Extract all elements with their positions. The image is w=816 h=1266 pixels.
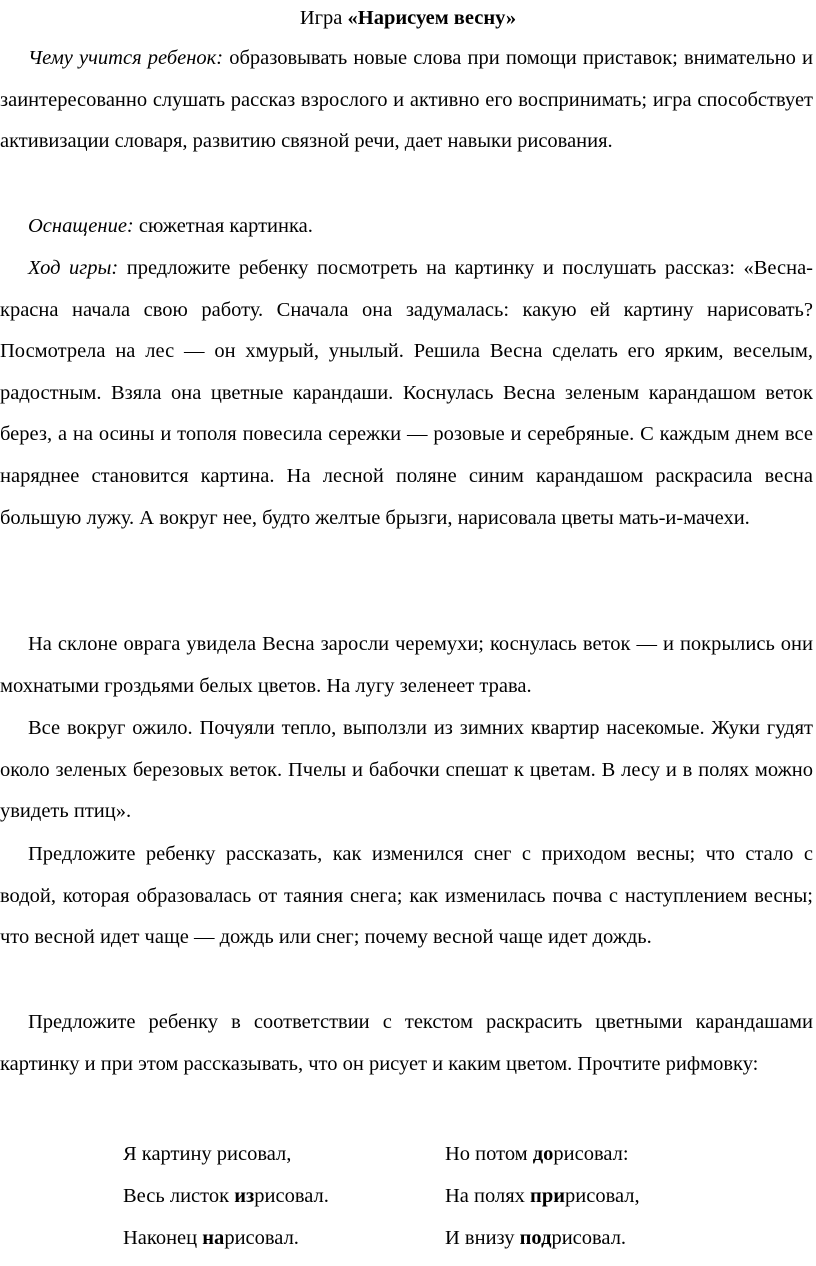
label-equipment: Оснащение: (28, 215, 134, 237)
text-learns: образовывать новые слова при помощи приставок; внимательно и заинтересованно слушать рассказ взрослого и активно его воспринимать; игра способствует активизации словаря, развитию связной речи, дает навыки рисования. (0, 47, 814, 153)
label-learns: Чему учится ребенок: (28, 47, 224, 69)
paragraph-learns (0, 38, 813, 163)
rhyme-line: И внизу подрисовал. (445, 1227, 627, 1249)
paragraph-ask: Предложите ребенку рассказать, как изменился снег с приходом весны; что стало с водой, которая образовалась от таяния снега; как изменилась почва с наступлением весны; что весной идет чаще — дождь или снег; почему весной чаще идет дождь. (0, 843, 813, 949)
title-prefix: Игра (299, 7, 348, 29)
paragraph-ravine: На склоне оврага увидела Весна заросли черемухи; коснулась веток — и покрылись они мохнатыми гроздьями белых цветов. На лугу зеленеет трава. (0, 633, 813, 697)
paragraph-course (0, 248, 813, 539)
label-course: Ход игры: (28, 257, 119, 279)
rhyme-line: На полях пририсовал, (445, 1185, 640, 1207)
rhyme-line: Наконец нарисовал. (123, 1227, 299, 1249)
text-course: предложите ребенку посмотреть на картинку и послушать рассказ: «Весна-красна начала свою работу. Сначала она задумалась: какую ей картину нарисовать? Посмотрела на лес — он хмурый, унылый. Решила Весна сделать его ярким, веселым, радостным. Взяла она цветные карандаши. Коснулась Весна зеленым карандашом веток берез, а на осины и тополя повесила сережки — розовые и серебряные. С каждым днем все наряднее становится картина. На лесной поляне синим карандашом раскрасила весна большую лужу. А вокруг нее, будто желтые брызги, нарисовала цветы мать-и-мачехи. (0, 257, 814, 529)
game-name: «Нарисуем весну» (347, 7, 517, 29)
paragraph-equipment (0, 206, 813, 248)
text-equipment: сюжетная картинка. (133, 215, 313, 237)
rhyme-line: Весь листок изрисовал. (123, 1185, 329, 1207)
paragraph-alive: Все вокруг ожило. Почуяли тепло, выползли из зимних квартир насекомые. Жуки гудят около зеленых березовых веток. Пчелы и бабочки спешат к цветам. В лесу и в полях можно увидеть птиц». (0, 717, 813, 823)
rhyme-line: Но потом дорисовал: (445, 1143, 629, 1165)
paragraph-draw: Предложите ребенку в соответствии с текстом раскрасить цветными карандашами картинку и при этом рассказывать, что он рисует и каким цветом. Прочтите рифмовку: (0, 1011, 813, 1075)
page-title (0, 4, 816, 32)
rhyme-line: Я картину рисовал, (123, 1143, 292, 1165)
